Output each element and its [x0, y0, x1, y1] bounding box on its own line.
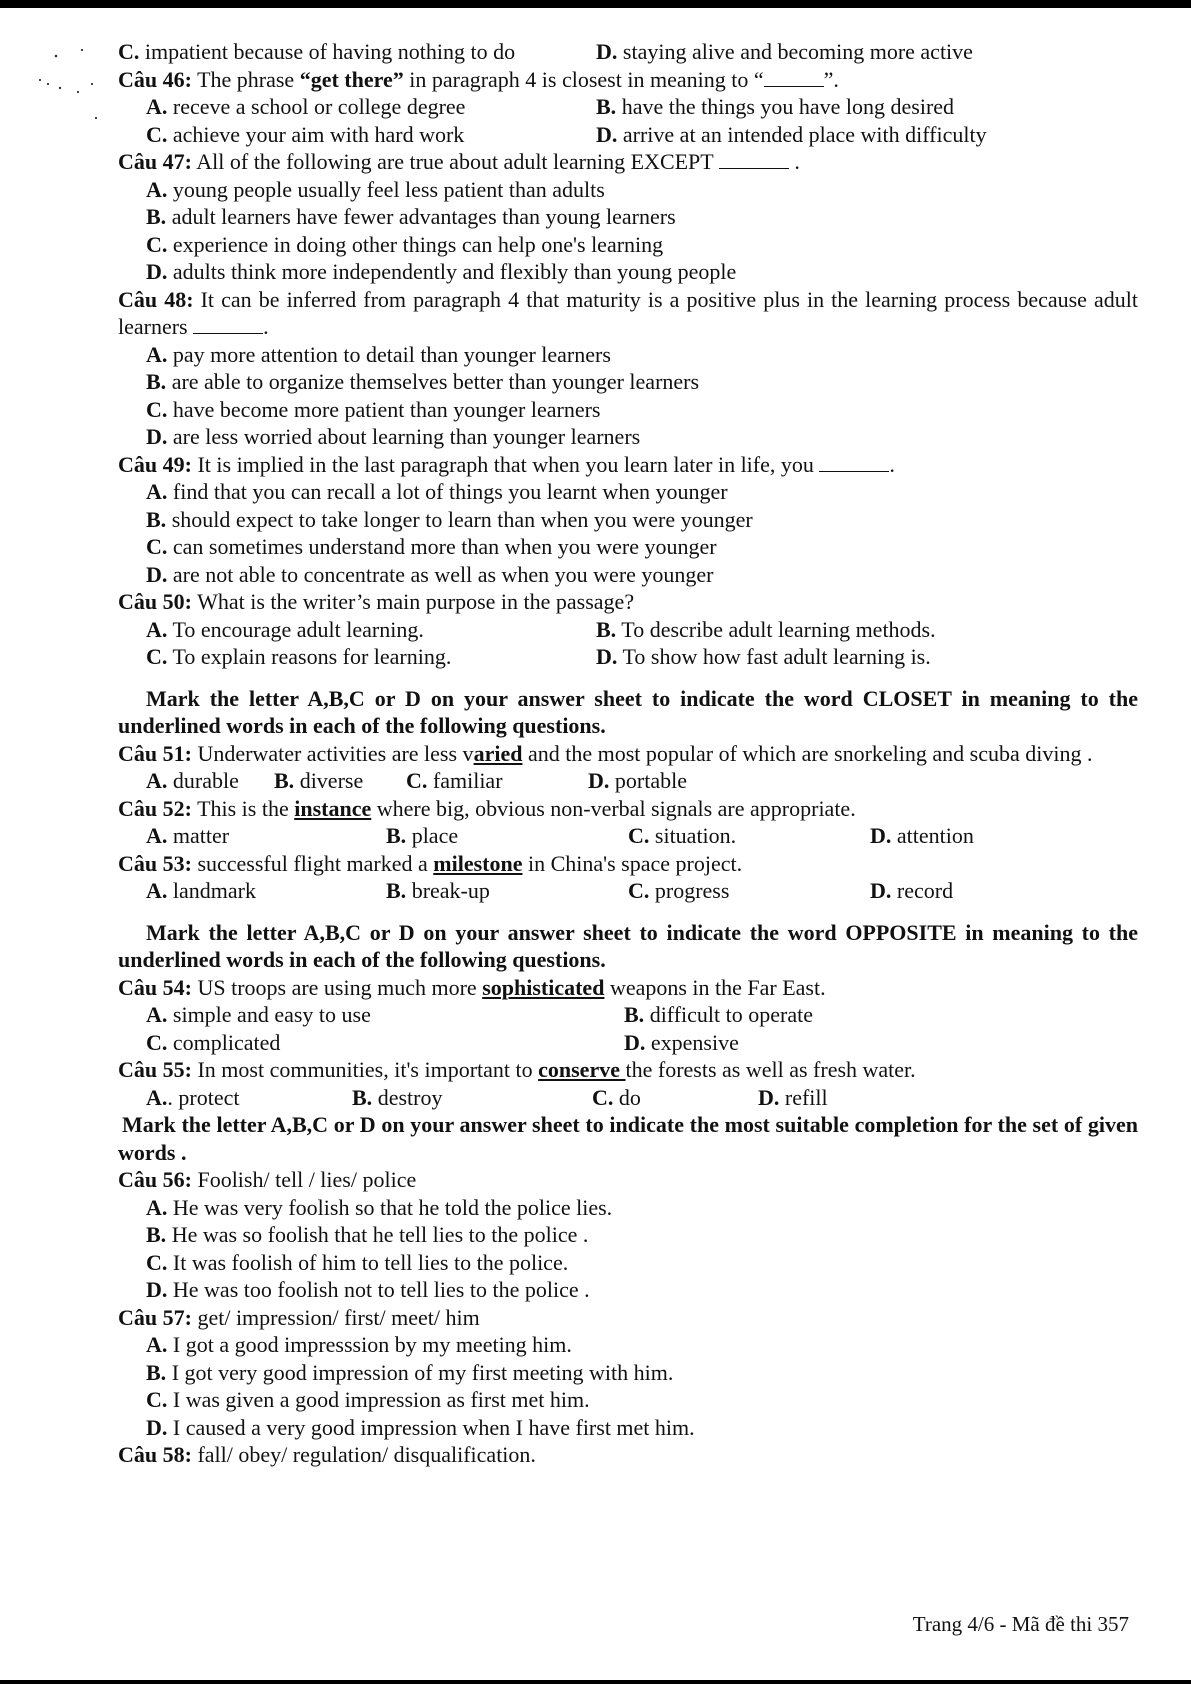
q49-option-c: C. can sometimes understand more than when you were younger — [146, 534, 717, 559]
q46-option-c: achieve your aim with hard work — [172, 121, 465, 147]
page-footer: Trang 4/6 - Mã đề thi 357 — [912, 1612, 1129, 1636]
q52-options: A. matter B. place C. situation. D. attention — [146, 823, 974, 848]
q46-options-cd: C. achieve your aim with hard work D. arrive at an intended place with difficulty — [146, 121, 987, 147]
bottom-border — [0, 1680, 1191, 1684]
q47-option-d: D. adults think more independently and flexibly than young people — [146, 259, 737, 284]
top-border — [0, 0, 1191, 8]
question-55: Câu 55: In most communities, it's important to conserve the forests as well as fresh water. — [118, 1057, 916, 1082]
q55-options: A.. protect B. destroy C. do D. refill — [146, 1084, 828, 1110]
question-47: Câu 47: All of the following are true about adult learning EXCEPT . — [118, 149, 800, 174]
q57-option-b: B. I got very good impression of my first meeting with him. — [146, 1359, 674, 1385]
q46-option-b: have the things you have long desired — [621, 94, 955, 119]
q57-option-c: C. I was given a good impression as first met him. — [146, 1387, 590, 1412]
question-56: Câu 56: Foolish/ tell / lies/ police — [118, 1167, 417, 1192]
q53-options: A. landmark B. break-up C. progress D. record — [146, 878, 954, 903]
q46-option-a: receve a school or college degree — [172, 94, 466, 119]
q49-option-a: A. find that you can recall a lot of things you learnt when younger — [146, 479, 728, 504]
scan-speck-marks — [36, 46, 106, 126]
q45-option-d: staying alive and becoming more active — [622, 39, 973, 64]
instruction-closest: Mark the letter A,B,C or D on your answer sheet to indicate the word CLOSET in meaning to the underlined words in each of the following questions. — [118, 685, 1138, 738]
question-49: Câu 49: It is implied in the last paragraph that when you learn later in life, you . — [118, 451, 895, 477]
q50-options-cd: C. To explain reasons for learning. D. To show how fast adult learning is. — [146, 644, 931, 669]
q56-option-a: A. He was very foolish so that he told the police lies. — [146, 1194, 613, 1220]
question-53: Câu 53: successful flight marked a milestone in China's space project. — [118, 850, 743, 876]
answer-blank — [819, 471, 889, 472]
question-50: Câu 50: What is the writer’s main purpose in the passage? — [118, 589, 635, 614]
q56-option-b: B. He was so foolish that he tell lies to the police . — [146, 1222, 589, 1247]
q56-option-d: D. He was too foolish not to tell lies to the police . — [146, 1277, 590, 1302]
q45-option-c: impatient because of having nothing to do — [144, 39, 516, 64]
q50-option-a: To encourage adult learning. — [172, 616, 424, 642]
question-46: Câu 46: The phrase “get there” in paragraph 4 is closest in meaning to “ ”. — [118, 66, 839, 92]
answer-blank — [193, 333, 263, 334]
q47-option-a: A. young people usually feel less patient than adults — [146, 176, 605, 202]
q57-option-a: A. I got a good impresssion by my meeting him. — [146, 1332, 572, 1357]
question-58: Câu 58: fall/ obey/ regulation/ disqualification. — [118, 1442, 536, 1467]
q50-option-c: To explain reasons for learning. — [172, 644, 452, 669]
question-57: Câu 57: get/ impression/ first/ meet/ him — [118, 1304, 480, 1330]
q54-options-cd: C. complicated D. expensive — [146, 1029, 739, 1055]
q48-option-a: A. pay more attention to detail than younger learners — [146, 341, 611, 367]
question-54: Câu 54: US troops are using much more sophisticated weapons in the Far East. — [118, 974, 826, 1000]
q50-option-b: To describe adult learning methods. — [621, 616, 936, 642]
q56-option-c: C. It was foolish of him to tell lies to the police. — [146, 1249, 569, 1275]
q49-option-d: D. are not able to concentrate as well as when you were younger — [146, 561, 714, 587]
question-51: Câu 51: Underwater activities are less varied and the most popular of which are snorkeling and scuba diving . — [118, 740, 1093, 766]
instruction-opposite: Mark the letter A,B,C or D on your answer sheet to indicate the word OPPOSITE in meaning to the underlined words in each of the following questions. — [118, 919, 1138, 972]
q45-options-cd: C. impatient because of having nothing to do D. staying alive and becoming more active — [118, 39, 973, 64]
q57-option-d: D. I caused a very good impression when I have first met him. — [146, 1414, 695, 1440]
question-48: Câu 48: It can be inferred from paragraph 4 that maturity is a positive plus in the learning process because adult learners . — [118, 286, 1138, 339]
q54-options-ab: A. simple and easy to use B. difficult to operate — [146, 1002, 814, 1027]
q49-option-b: B. should expect to take longer to learn than when you were younger — [146, 506, 753, 532]
instruction-completion: Mark the letter A,B,C or D on your answer sheet to indicate the most suitable completion for the set of given words . — [118, 1112, 1138, 1165]
exam-page — [118, 38, 1138, 1469]
answer-blank — [719, 168, 789, 169]
q50-option-d: To show how fast adult learning is. — [622, 644, 931, 669]
answer-blank — [764, 86, 824, 87]
q46-option-d: arrive at an intended place with difficulty — [622, 121, 987, 147]
q47-option-b: B. adult learners have fewer advantages than young learners — [146, 204, 676, 229]
q51-options: A. durable B. diverse C. familiar D. portable — [146, 768, 687, 793]
q46-options-ab: A. receve a school or college degree B. have the things you have long desired — [146, 94, 955, 119]
q48-option-c: C. have become more patient than younger learners — [146, 396, 601, 422]
question-52: Câu 52: This is the instance where big, obvious non-verbal signals are appropriate. — [118, 795, 856, 821]
q48-option-d: D. are less worried about learning than younger learners — [146, 424, 641, 449]
q48-option-b: B. are able to organize themselves better than younger learners — [146, 369, 700, 394]
q47-option-c: C. experience in doing other things can help one's learning — [146, 231, 664, 257]
q50-options-ab: A. To encourage adult learning. B. To describe adult learning methods. — [146, 616, 936, 642]
